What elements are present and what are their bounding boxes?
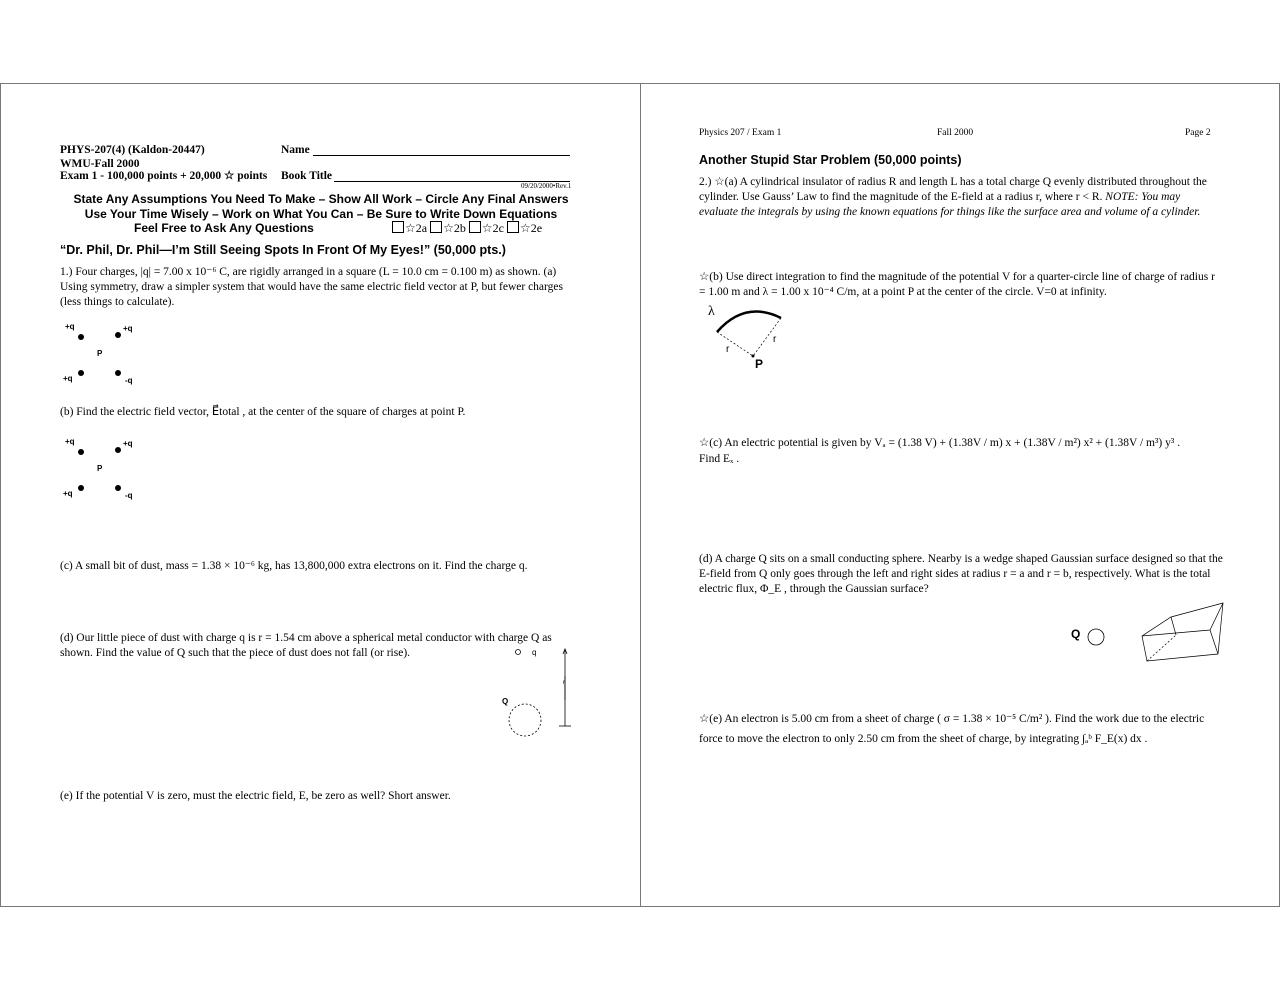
instruction-line: State Any Assumptions You Need To Make – Show All Work – Circle Any Final Answers [73, 192, 569, 206]
exam-page-1 [0, 83, 641, 907]
point-p-label: P [97, 349, 103, 358]
dust-sphere-diagram [501, 642, 581, 742]
sphere-and-arrow-icon [501, 642, 581, 742]
problem-2a-body: 2.) ☆(a) A cylindrical insulator of radius R and length L has a total charge Q evenly distributed throughout the cylinder. Use Gauss’ Law to find the magnitude of the E-field at a radius r, where r < R. [699, 176, 1207, 203]
charge-label: -q [125, 491, 133, 500]
checkbox[interactable] [469, 221, 481, 233]
header-left: Physics 207 / Exam 1 [699, 128, 782, 138]
distance-label: r [563, 680, 565, 686]
charge-label: +q [65, 322, 75, 331]
checkbox-label: ☆2a [405, 221, 428, 235]
problem-1-title: “Dr. Phil, Dr. Phil—I’m Still Seeing Spots In Front Of My Eyes!” (50,000 pts.) [60, 243, 506, 257]
point-p-label: P [755, 357, 764, 371]
charge-label: +q [63, 374, 73, 383]
problem-1d-text: (d) Our little piece of dust with charge q is r = 1.54 cm above a spherical metal conductor with charge Q as shown. Find the value of Q such that the piece of dust does not fall (or rise). [60, 632, 552, 659]
header-right: Page 2 [1185, 128, 1211, 138]
radius-label: r [726, 344, 730, 355]
course-id: PHYS-207(4) (Kaldon-20447) [60, 144, 205, 156]
point-p-label: P [97, 464, 103, 473]
charge-dot [78, 334, 84, 340]
book-title-label: Book Title [281, 170, 333, 182]
problem-2c-text: ☆(c) An electric potential is given by Vₐ = (1.38 V) + (1.38V / m) x + (1.38V / m²) x² + (1.38V / m³) y³ . [699, 437, 1181, 449]
problem-2d-text: (d) A charge Q sits on a small conducting sphere. Nearby is a wedge shaped Gaussian surface designed so that the E-field from Q only goes through the left and right sides at radius r = a and r = b, respectively. What is the total electric flux, Φ_E , through the Gaussian surface? [699, 553, 1223, 595]
charge-label: +q [65, 437, 75, 446]
problem-2e-text: ☆(e) An electron is 5.00 cm from a sheet of charge ( σ = 1.38 × 10⁻⁵ C/m² ). Find the work due to the electric force to move the electron to only 2.50 cm from the sheet of charge, by integrating ∫ₐᵇ F_E(x) dx . [699, 713, 1205, 745]
header-center: Fall 2000 [937, 128, 974, 138]
star-checkboxes [392, 221, 542, 236]
exam-points: Exam 1 - 100,000 points + 20,000 ☆ points [60, 170, 268, 182]
charge-square-diagram-a [61, 322, 151, 385]
name-label: Name [281, 144, 310, 156]
charge-dot [115, 332, 121, 338]
checkbox-label: ☆2e [519, 221, 543, 235]
charge-square-diagram-b [61, 437, 151, 500]
charge-dot [115, 370, 121, 376]
charge-label: -q [125, 376, 133, 385]
problem-2c-find: Find Eₓ . [699, 453, 740, 465]
checkbox[interactable] [430, 221, 442, 233]
instructions [1, 192, 641, 221]
exam-page-2 [640, 83, 1280, 907]
problem-1c-text: (c) A small bit of dust, mass = 1.38 × 10⁻⁶ kg, has 13,800,000 extra electrons on it. Find the charge q. [60, 560, 528, 572]
charge-label: +q [123, 439, 133, 448]
checkbox[interactable] [392, 221, 404, 233]
problem-1e-text: (e) If the potential V is zero, must the electric field, E, be zero as well? Short answer. [60, 790, 451, 802]
radius-label: r [773, 334, 777, 345]
sphere-and-wedge-icon [1081, 596, 1221, 656]
charge-label: +q [63, 489, 73, 498]
charge-q-label: Q [1071, 627, 1081, 641]
problem-2a-text [699, 175, 1219, 220]
quarter-circle-diagram [705, 302, 795, 377]
problem-1a-text: 1.) Four charges, |q| = 7.00 x 10⁻⁶ C, are rigidly arranged in a square (L = 10.0 cm = 0.100 m) as shown. (a) Using symmetry, draw a simpler system that would have the same electric field vector at P, but fewer charges (less things to calculate). [60, 266, 563, 308]
checkbox-label: ☆2c [481, 221, 504, 235]
problem-1b-text: (b) Find the electric field vector, E⃗total , at the center of the square of charges at point P. [60, 406, 466, 418]
charge-dot [115, 485, 121, 491]
checkbox-label: ☆2b [443, 221, 466, 235]
charge-dot [78, 449, 84, 455]
problem-2a-note: NOTE: You may evaluate the integrals by using the known equations for things like the surface area and volume of a cylinder. [699, 191, 1201, 218]
quarter-circle-icon [705, 302, 795, 377]
lambda-label: λ [708, 304, 715, 319]
charge-dot [78, 370, 84, 376]
revision: 09/20/2000•Rev.1 [521, 182, 572, 190]
problem-2-title: Another Stupid Star Problem (50,000 points) [699, 153, 962, 167]
sphere-charge-label: Q [502, 697, 509, 706]
charge-dot [78, 485, 84, 491]
charge-label: +q [123, 324, 133, 333]
name-field-line[interactable] [313, 155, 570, 156]
dust-charge-label: q [532, 648, 537, 657]
term: WMU-Fall 2000 [60, 158, 140, 170]
instruction-line: Use Your Time Wisely – Work on What You Can – Be Sure to Write Down Equations [84, 206, 558, 221]
problem-2b-text: ☆(b) Use direct integration to find the magnitude of the potential V for a quarter-circle line of charge of radius r = 1.00 m and λ = 1.00 x 10⁻⁴ C/m, at a point P at the center of the circle. V=0 at infinity. [699, 271, 1215, 298]
checkbox[interactable] [507, 221, 519, 233]
instruction-line: Feel Free to Ask Any Questions [134, 221, 314, 235]
charge-dot [115, 447, 121, 453]
